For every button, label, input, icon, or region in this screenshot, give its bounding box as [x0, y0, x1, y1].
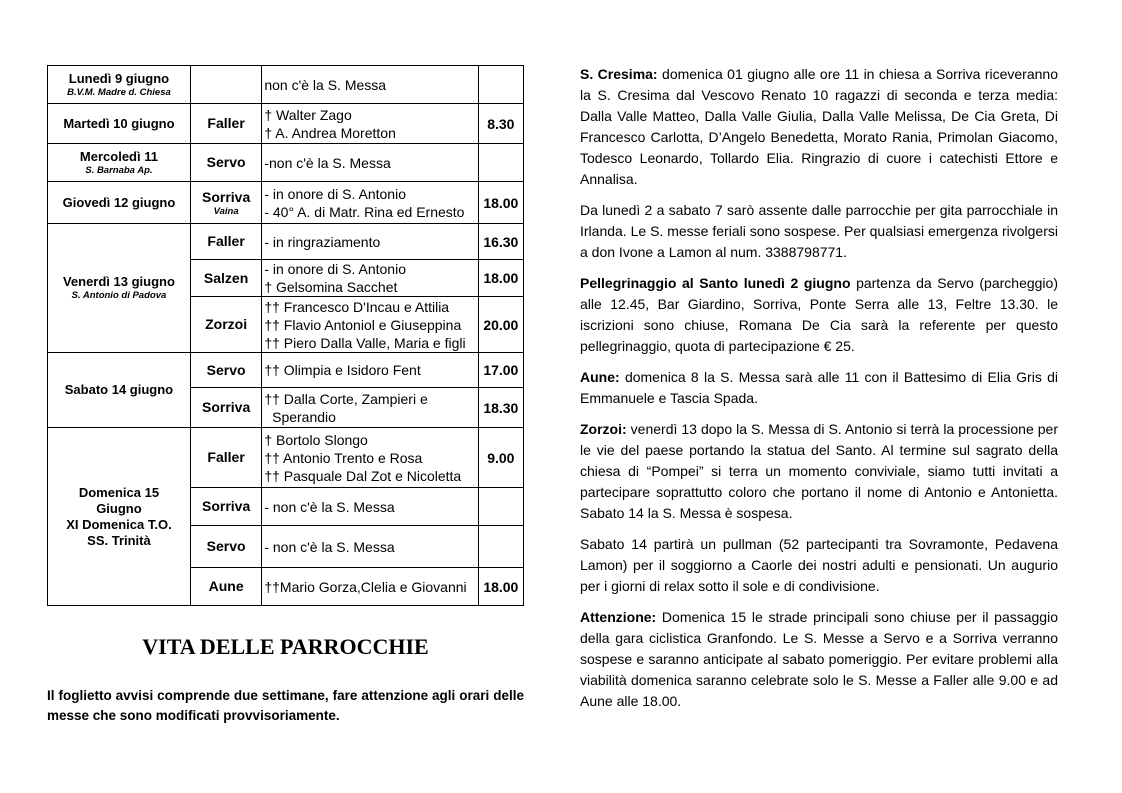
intention-line: non c'è la S. Messa: [264, 76, 387, 93]
time-cell: 18.00: [478, 260, 523, 297]
intention-line: - in onore di S. Antonio: [264, 261, 406, 277]
day-label: Giugno: [96, 500, 142, 516]
section-title: VITA DELLE PARROCCHIE: [142, 634, 429, 659]
location-label: Sorriva: [201, 498, 251, 514]
intention-line: †† Antonio Trento e Rosa: [264, 449, 423, 466]
day-cell: [48, 182, 191, 224]
announcement-text: Domenica 15 le strade principali sono chiuse per il passaggio della gara ciclistica Granfondo. Le S. Messe a Servo e a Sorriva verranno sospese e saranno anticipate al sabato pomeriggio. Per evitare problemi alla viabilità domenica saranno celebrate solo le S. Messe a Faller alle 9.00 e ad Aune alle 18.00.: [580, 609, 1058, 709]
announcement-lead: Attenzione:: [580, 609, 657, 625]
day-cell: [48, 66, 191, 104]
intention-line: †† Olimpia e Isidoro Fent: [264, 362, 421, 378]
day-label: Mercoledì 11: [79, 148, 158, 164]
location-cell: [190, 66, 261, 104]
schedule-row: [48, 353, 524, 388]
schedule-row: [48, 104, 524, 144]
announcement-lead: Aune:: [580, 369, 620, 385]
mass-schedule-table: [47, 65, 524, 606]
time-cell: 9.00: [478, 428, 523, 488]
location-label: Aune: [208, 578, 244, 594]
announcement-paragraph: [580, 534, 1058, 597]
announcement-paragraph: [580, 64, 1058, 190]
intention-line: ††Mario Gorza,Clelia e Giovanni: [264, 578, 467, 595]
day-subtitle: S. Barnaba Ap.: [85, 164, 153, 176]
announcements: [580, 64, 1058, 722]
intentions-cell: [262, 144, 478, 182]
intention-line: -non c'è la S. Messa: [264, 154, 391, 171]
day-cell: [48, 428, 191, 606]
announcement-paragraph: [580, 273, 1058, 357]
intention-line: - 40° A. di Matr. Rina ed Ernesto: [264, 203, 465, 220]
schedule-row: [48, 182, 524, 224]
intentions-cell: [262, 224, 478, 260]
time-cell: [478, 526, 523, 568]
announcement-lead: Zorzoi:: [580, 421, 627, 437]
intention-line: †† Pasquale Dal Zot e Nicoletta: [264, 467, 462, 484]
location-cell: [190, 260, 261, 297]
announcement-text: domenica 01 giugno alle ore 11 in chiesa a Sorriva riceveranno la S. Cresima dal Vescovo Renato 10 ragazzi di seconda e terza media: Dalla Valle Matteo, Dalla Valle Giulia, Dalla Valle Melissa, De Cia Greta, Di Francesco Carlotta, D’Angelo Benedetta, Morato Rania, Primolan Giacomo, Todesco Leonardo, Tollardo Elia. Ringrazio di cuore i catechisti Ettore e Annalisa.: [580, 66, 1058, 187]
location-cell: [190, 568, 261, 606]
day-label: Domenica 15: [78, 484, 160, 500]
day-cell: [48, 224, 191, 353]
day-subtitle: B.V.M. Madre d. Chiesa: [67, 86, 171, 98]
location-cell: [190, 388, 261, 428]
time-cell: 8.30: [478, 104, 523, 144]
day-label: Sabato 14 giugno: [64, 382, 174, 397]
location-label: Sorriva: [201, 188, 251, 205]
day-label: Giovedì 12 giugno: [62, 194, 176, 210]
intentions-cell: [262, 526, 478, 568]
time-cell: 18.00: [478, 568, 523, 606]
location-label: Servo: [206, 361, 246, 378]
intentions-cell: [262, 353, 478, 388]
day-cell: [48, 104, 191, 144]
time-cell: 16.30: [478, 224, 523, 260]
day-label: Venerdì 13 giugno: [62, 274, 175, 289]
announcement-text: domenica 8 la S. Messa sarà alle 11 con il Battesimo di Elia Gris di Emmanuele e Tascia Spada.: [580, 369, 1058, 406]
intentions-cell: [262, 66, 478, 104]
intentions-cell: [262, 388, 478, 428]
day-subtitle: S. Antonio di Padova: [71, 290, 167, 301]
intention-line: †† Flavio Antoniol e Giuseppina: [264, 316, 462, 333]
schedule-row: [48, 66, 524, 104]
announcement-lead: S. Cresima:: [580, 66, 658, 82]
intentions-cell: [262, 260, 478, 297]
location-label: Faller: [207, 233, 245, 249]
announcement-paragraph: [580, 419, 1058, 524]
location-label: Sorriva: [201, 399, 251, 415]
day-label: SS. Trinità: [87, 532, 151, 548]
time-cell: 18.30: [478, 388, 523, 428]
intentions-cell: [262, 297, 478, 353]
location-cell: [190, 428, 261, 488]
day-cell: [48, 144, 191, 182]
announcement-text: partenza da Servo (parcheggio) alle 12.45, Bar Giardino, Sorriva, Ponte Serra alle 13, Feltre 13.30. le iscrizioni sono chiuse, Romana De Cia sarà la referente per questo pellegrinaggio, quota di partecipazione € 25.: [580, 275, 1058, 354]
intention-line: †† Francesco D'Incau e Attilia: [264, 298, 450, 315]
location-cell: [190, 297, 261, 353]
day-cell: [48, 353, 191, 428]
day-label: XI Domenica T.O.: [66, 516, 172, 532]
intention-line: Sperandio: [264, 408, 336, 425]
location-label: Faller: [207, 115, 245, 131]
announcement-text: Sabato 14 partirà un pullman (52 partecipanti tra Sovramonte, Pedavena Lamon) per il soggiorno a Caorle dei nostri adulti e pensionati. Un augurio per i giorni di relax sotto il sole e di condivisione.: [580, 536, 1058, 594]
announcement-paragraph: [580, 607, 1058, 712]
announcement-text: venerdì 13 dopo la S. Messa di S. Antonio si terrà la processione per le vie del paese portando la statua del Santo. Al termine sul sagrato della chiesa di “Pompei” si terra un momento conviviale, siamo tutti invitati a partecipare soprattutto coloro che portano il nome di Antonio e Antonietta. Sabato 14 la S. Messa è sospesa.: [580, 421, 1058, 521]
time-cell: 20.00: [478, 297, 523, 353]
schedule-row: [48, 224, 524, 260]
intentions-cell: [262, 104, 478, 144]
intention-line: - in onore di S. Antonio: [264, 185, 406, 202]
time-cell: [478, 144, 523, 182]
intention-line: - in ringraziamento: [264, 233, 381, 250]
intentions-cell: [262, 428, 478, 488]
time-cell: 18.00: [478, 182, 523, 224]
location-cell: [190, 488, 261, 526]
announcement-paragraph: [580, 367, 1058, 409]
location-label: Salzen: [203, 269, 249, 286]
location-cell: [190, 353, 261, 388]
intention-line: - non c'è la S. Messa: [264, 498, 395, 515]
location-cell: [190, 144, 261, 182]
mass-schedule: [47, 65, 524, 606]
announcement-text: Da lunedì 2 a sabato 7 sarò assente dalle parrocchie per gita parrocchiale in Irlanda. Le S. messe feriali sono sospese. Per qualsiasi emergenza rivolgersi a don Ivone a Lamon al num. 3388798771.: [580, 202, 1058, 260]
intentions-cell: [262, 488, 478, 526]
day-label: Lunedì 9 giugno: [68, 70, 170, 86]
intention-line: † Walter Zago: [264, 106, 352, 123]
time-cell: 17.00: [478, 353, 523, 388]
location-label: Zorzoi: [205, 316, 248, 332]
intention-line: †† Dalla Corte, Zampieri e: [264, 390, 428, 407]
location-label: Servo: [206, 538, 246, 554]
location-cell: [190, 526, 261, 568]
intentions-cell: [262, 182, 478, 224]
location-cell: [190, 104, 261, 144]
location-label: Faller: [207, 449, 245, 465]
intentions-cell: [262, 568, 478, 606]
announcement-lead: Pellegrinaggio al Santo lunedì 2 giugno: [580, 275, 851, 291]
intention-line: † A. Andrea Moretton: [264, 124, 396, 141]
schedule-row: [48, 144, 524, 182]
time-cell: [478, 488, 523, 526]
day-label: Martedì 10 giugno: [63, 115, 175, 131]
location-cell: [190, 182, 261, 224]
location-label: Servo: [206, 154, 246, 170]
intention-line: †† Piero Dalla Valle, Maria e figli: [264, 334, 466, 351]
schedule-row: [48, 428, 524, 488]
intention-line: † Bortolo Slongo: [264, 431, 368, 448]
announcement-paragraph: [580, 200, 1058, 263]
location-cell: [190, 224, 261, 260]
intention-line: † Gelsomina Sacchet: [264, 279, 398, 295]
schedule-note: Il foglietto avvisi comprende due settimane, fare attenzione agli orari delle messe che sono modificati provvisoriamente.: [47, 688, 524, 723]
location-subtitle: Vaina: [213, 205, 239, 217]
time-cell: [478, 66, 523, 104]
intention-line: - non c'è la S. Messa: [264, 538, 395, 555]
